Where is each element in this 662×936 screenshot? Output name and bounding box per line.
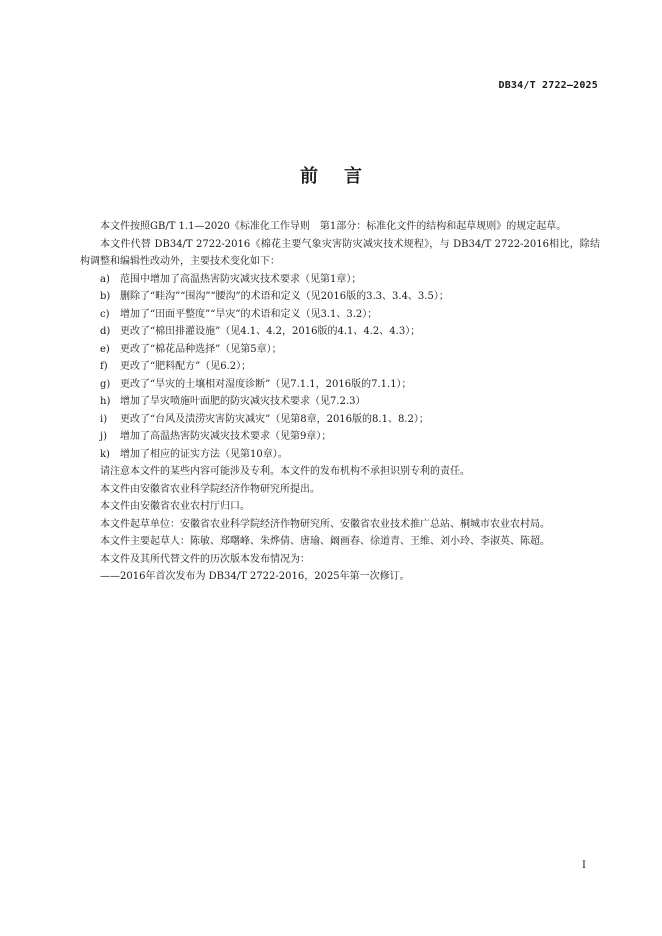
drafting-units-paragraph: 本文件起草单位：安徽省农业科学院经济作物研究所、安徽省农业技术推广总站、桐城市农业农村局。 [100,518,550,530]
list-item-tag: e) [100,343,110,355]
list-item-text: 更改了“棉花品种选择”（见第5章）； [120,343,282,355]
list-item-tag: d) [100,326,111,337]
list-item-text: 增加了高温热害防灾减灾技术要求（见第9章）； [120,431,332,442]
drafters-paragraph: 本文件主要起草人：陈敏、郑曙峰、朱烨倩、唐瑜、阚画春、徐道青、王维、刘小玲、李淑英、陈超。 [100,536,550,547]
page-number: I [582,860,586,871]
list-item-text: 增加了相应的证实方法（见第10章）。 [120,448,288,460]
list-item [80,411,600,429]
list-item-text: 更改了“肥料配方”（见6.2）； [120,361,252,372]
list-item-tag: j) [100,431,108,442]
list-item-text: 删除了“畦沟”“围沟”“腰沟”的术语和定义（见2016版的3.3、3.4、3.5）； [120,291,449,302]
history-item: ——2016年首次发布为 DB34/T 2722-2016，2025年第一次修订。 [100,571,410,582]
list-item-tag: f) [100,361,108,372]
list-item-text: 更改了“旱灾的土壤相对湿度诊断”（见7.1.1，2016版的7.1.1）； [120,378,412,390]
list-item-tag: a) [100,273,110,285]
administrator-paragraph: 本文件由安徽省农业农村厅归口。 [100,501,250,512]
list-item [80,271,600,289]
foreword-body [80,218,600,586]
changes-list [80,271,600,464]
list-item [80,376,600,394]
list-item [80,288,600,306]
list-item-text: 范围中增加了高温热害防灾减灾技术要求（见第1章）； [120,273,362,285]
list-item [80,306,600,324]
list-item [80,428,600,446]
list-item-tag: k) [100,448,110,460]
list-item-tag: g) [100,378,111,390]
list-item [80,358,600,376]
list-item [80,393,600,411]
list-item-text: 更改了“台风及渍涝灾害防灾减灾”（见第8章，2016版的8.1、8.2）； [120,413,429,425]
document-code: DB34/T 2722—2025 [498,80,598,91]
list-item-tag: b) [100,291,111,302]
list-item-text: 增加了“田面平整度”“旱灾”的术语和定义（见3.1、3.2）； [120,308,378,320]
list-item-text: 增加了旱灾喷施叶面肥的防灾减灾技术要求（见7.2.3） [120,396,366,407]
list-item [80,446,600,464]
intro-paragraph-1: 本文件按照GB/T 1.1—2020《标准化工作导则 第1部分：标准化文件的结构和起草规则》的规定起草。 [100,221,567,232]
page-title: 前言 [300,166,388,187]
list-item-tag: h) [100,396,111,407]
patent-notice: 请注意本文件的某些内容可能涉及专利。本文件的发布机构不承担识别专利的责任。 [100,466,470,477]
list-item [80,323,600,341]
intro-paragraph-2: 本文件代替 DB34/T 2722-2016《棉花主要气象灾害防灾减灾技术规程》，与 DB34/T 2722-2016相比，除结构调整和编辑性改动外，主要技术变化如下： [80,238,600,267]
history-intro-paragraph: 本文件及其所代替文件的历次版本发布情况为： [100,553,310,565]
list-item-tag: i) [100,413,108,425]
proposer-paragraph: 本文件由安徽省农业科学院经济作物研究所提出。 [100,483,320,495]
list-item-tag: c) [100,308,110,320]
list-item [80,341,600,359]
list-item-text: 更改了“棉田排灌设施”（见4.1、4.2，2016版的4.1、4.2、4.3）； [120,326,421,337]
